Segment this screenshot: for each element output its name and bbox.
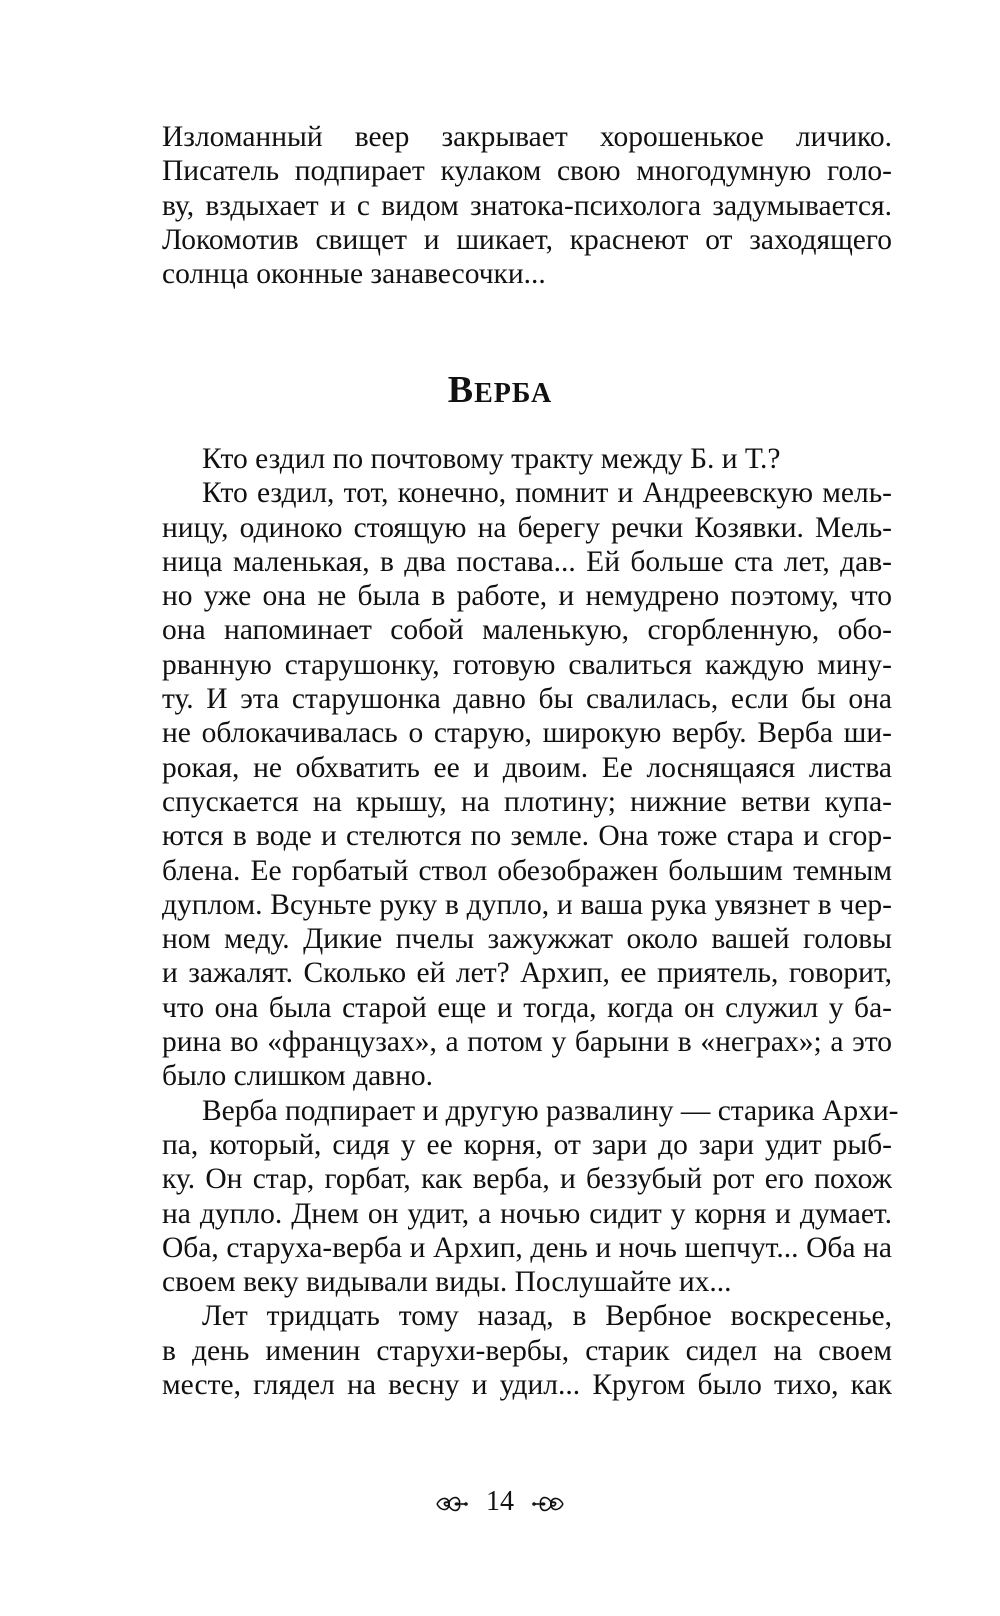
- text-line: месте, глядел на весну и удил... Кругом было тихо, как: [162, 1369, 892, 1402]
- text-line: своем веку видывали виды. Послушайте их...: [162, 1266, 732, 1299]
- text-line: рина во «французах», а потом у барыни в «неграх»; а это: [162, 1026, 892, 1059]
- chapter-title-rest: ЕРБА: [474, 378, 553, 409]
- text-line: Лет тридцать тому назад, в Вербное воскресенье,: [202, 1300, 892, 1333]
- text-line: в день именин старухи-вербы, старик сидел на своем: [162, 1334, 892, 1367]
- left-ornament-icon: [435, 1493, 469, 1515]
- page-footer: [0, 1485, 1000, 1519]
- text-line: рокая, не обхватить ее и двоим. Ее лоснящаяся листва: [162, 751, 892, 784]
- chapter-title-initial: В: [447, 369, 475, 411]
- text-line: ном меду. Дикие пчелы зажужжат около вашей головы: [162, 923, 892, 956]
- text-line: ву, вздыхает и с видом знатока-психолога задумывается.: [162, 189, 892, 222]
- text-line: солнца оконные занавесочки...: [162, 258, 546, 291]
- text-line: она напоминает собой маленькую, сгорбленную, обо-: [162, 614, 892, 647]
- text-line: не облокачивалась о старую, широкую вербу. Верба ши-: [162, 717, 892, 750]
- text-line: и зажалят. Сколько ей лет? Архип, ее приятель, говорит,: [162, 957, 892, 990]
- text-line: Верба подпирает и другую развалину — старика Архи-: [202, 1094, 899, 1127]
- continued-paragraph: [162, 120, 892, 291]
- text-line: Кто ездил по почтовому тракту между Б. и Т.?: [202, 443, 781, 475]
- text-line: на дупло. Днем он удит, а ночью сидит у корня и думает.: [162, 1197, 892, 1230]
- text-line: ту. И эта старушонка давно бы свалилась, если бы она: [162, 683, 892, 716]
- text-line: Оба, старуха-верба и Архип, день и ночь шепчут... Оба на: [162, 1231, 892, 1264]
- text-line: Писатель подпирает кулаком свою многодумную голо-: [162, 155, 892, 188]
- chapter-title: [0, 368, 1000, 416]
- text-line: па, который, сидя у ее корня, от зари до зари удит рыб-: [162, 1128, 892, 1161]
- right-ornament-icon: [531, 1493, 565, 1515]
- text-line: ку. Он стар, горбат, как верба, и беззубый рот его похож: [162, 1163, 892, 1196]
- text-line: но уже она не была в работе, и немудрено поэтому, что: [162, 580, 892, 613]
- text-line: ются в воде и стелются по земле. Она тоже стара и сгор-: [162, 820, 892, 853]
- text-line: рванную старушонку, готовую свалиться каждую мину-: [162, 648, 892, 681]
- chapter-body: [162, 442, 899, 1402]
- text-line: Кто ездил, тот, конечно, помнит и Андреевскую мель-: [202, 477, 892, 510]
- text-line: что она была старой еще и тогда, когда он служил у ба-: [162, 991, 892, 1024]
- text-line: спускается на крышу, на плотину; нижние ветви купа-: [162, 785, 892, 818]
- text-line: было слишком давно.: [162, 1060, 434, 1093]
- text-line: ница маленькая, в два постава... Ей больше ста лет, дав-: [162, 545, 892, 578]
- text-line: ницу, одиноко стоящую на берегу речки Козявки. Мель-: [162, 511, 892, 544]
- text-line: Локомотив свищет и шикает, краснеют от заходящего: [162, 223, 892, 256]
- text-line: Изломанный веер закрывает хорошенькое личико.: [162, 121, 892, 153]
- page-number: 14: [486, 1486, 514, 1517]
- text-line: дуплом. Всуньте руку в дупло, и ваша рука увязнет в чер-: [162, 888, 892, 921]
- text-line: блена. Ее горбатый ствол обезображен большим темным: [162, 854, 892, 887]
